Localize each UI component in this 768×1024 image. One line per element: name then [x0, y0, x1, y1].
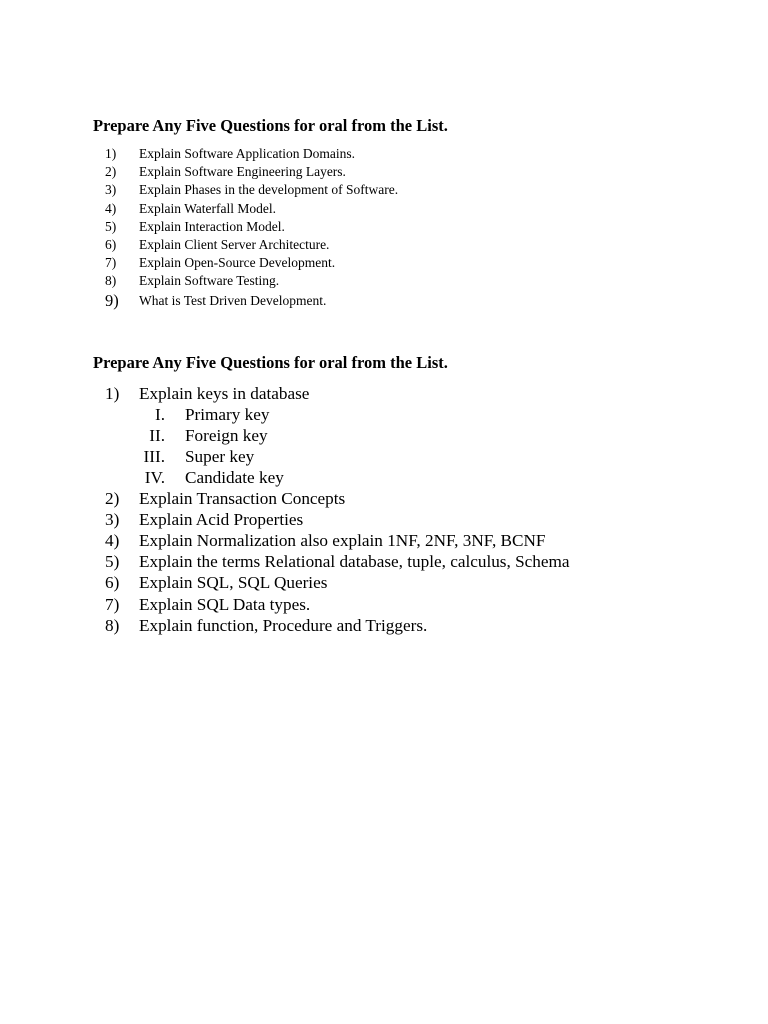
item-text: Explain keys in database [139, 384, 310, 403]
sub-item-number: III. [143, 447, 165, 467]
question-item [93, 145, 728, 163]
item-number: 5) [105, 218, 117, 234]
item-text: Explain Waterfall Model. [139, 200, 276, 216]
question-item [93, 572, 728, 593]
item-text: Explain Interaction Model. [139, 218, 285, 234]
item-number: 8) [105, 615, 120, 635]
sub-item-text: Candidate key [185, 468, 284, 488]
item-text: What is Test Driven Development. [139, 292, 327, 308]
sub-question-list [139, 404, 728, 488]
sub-item-number: II. [149, 426, 165, 446]
item-number: 8) [105, 273, 117, 289]
item-text: Explain Open-Source Development. [139, 255, 336, 271]
item-text: Explain function, Procedure and Triggers. [139, 615, 428, 635]
item-number: 7) [105, 594, 120, 614]
question-item [93, 488, 728, 509]
item-text: Explain SQL Data types. [139, 594, 311, 614]
item-number: 4) [105, 531, 120, 551]
question-item [93, 594, 728, 615]
sub-item-text: Super key [185, 447, 255, 467]
question-item [93, 181, 728, 199]
item-number: 4) [105, 200, 117, 216]
section-heading: Prepare Any Five Questions for oral from the List. [93, 116, 448, 135]
question-item [93, 291, 728, 311]
item-text: Explain Software Application Domains. [139, 146, 355, 161]
question-item [93, 509, 728, 530]
question-item [93, 236, 728, 254]
item-number: 6) [105, 237, 117, 253]
section-heading: Prepare Any Five Questions for oral from the List. [93, 353, 448, 372]
question-list [93, 383, 728, 636]
question-item [93, 615, 728, 636]
item-number: 3) [105, 510, 120, 530]
item-number: 1) [105, 146, 117, 161]
item-number: 6) [105, 573, 120, 593]
sub-item-number: I. [154, 405, 165, 425]
question-item [93, 163, 728, 181]
sub-question-item [139, 404, 728, 425]
item-text: Explain Acid Properties [139, 510, 304, 530]
item-text: Explain Phases in the development of Software. [139, 182, 399, 198]
question-list [93, 145, 728, 311]
item-text: Explain Client Server Architecture. [139, 237, 330, 253]
question-item [93, 551, 728, 572]
question-item [93, 200, 728, 218]
question-section-database [93, 353, 728, 636]
item-text: Explain the terms Relational database, tuple, calculus, Schema [139, 552, 570, 572]
question-item [93, 530, 728, 551]
item-text: Explain Transaction Concepts [139, 489, 346, 509]
sub-question-item [139, 425, 728, 446]
sub-question-item [139, 467, 728, 488]
item-number: 2) [105, 164, 117, 180]
item-text: Explain Software Engineering Layers. [139, 164, 346, 180]
item-number: 7) [105, 255, 117, 271]
sub-item-number: IV. [144, 468, 165, 488]
item-number: 9) [105, 290, 119, 310]
item-number: 2) [105, 489, 120, 509]
question-item [93, 254, 728, 272]
item-text: Explain SQL, SQL Queries [139, 573, 328, 593]
question-item [93, 383, 728, 488]
sub-item-text: Foreign key [185, 426, 268, 446]
item-text: Explain Software Testing. [139, 273, 280, 289]
sub-question-item [139, 446, 728, 467]
question-item [93, 272, 728, 290]
question-item [93, 218, 728, 236]
sub-item-text: Primary key [185, 405, 270, 425]
question-section-software-engineering [93, 116, 728, 311]
item-number: 5) [105, 552, 120, 572]
item-text: Explain Normalization also explain 1NF, 2NF, 3NF, BCNF [139, 531, 546, 551]
item-number: 1) [105, 384, 120, 403]
item-number: 3) [105, 182, 117, 198]
